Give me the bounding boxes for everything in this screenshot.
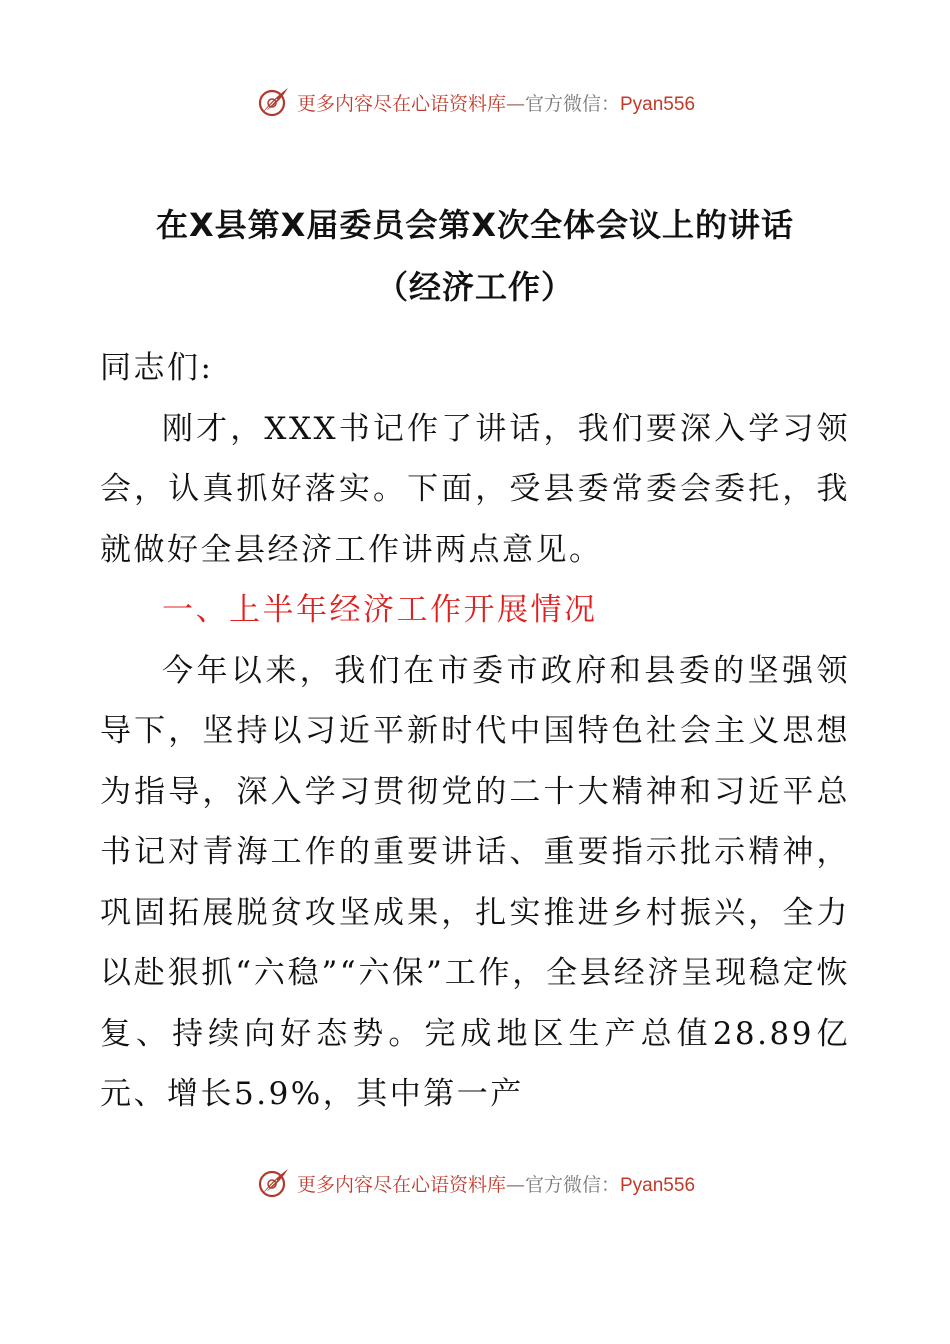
banner-wechat: Pyan556	[620, 1174, 696, 1196]
banner-tail: 官方微信：	[524, 92, 620, 115]
banner-tail: 官方微信：	[524, 1173, 620, 1196]
footer-banner	[0, 1163, 950, 1203]
banner-dash: —	[505, 1173, 525, 1196]
header-banner	[0, 82, 950, 122]
document-subtitle: （经济工作）	[375, 268, 574, 306]
banner-lead: 更多内容尽在心语资料库	[296, 92, 506, 115]
footer-banner-text	[297, 1170, 695, 1197]
section-paragraph: 今年以来，我们在市委市政府和县委的坚强领导下，坚持以习近平新时代中国特色社会主义思想为指导，深入学习贯彻党的二十大精神和习近平总书记对青海工作的重要讲话、重要指示批示精神，巩固拓展脱贫攻坚成果，扎实推进乡村振兴，全力以赴狠抓“六稳”“六保”工作，全县经济呈现稳定恢复、持续向好态势。完成地区生产总值28.89亿元、增长5.9%，其中第一产	[100, 652, 850, 1112]
document-title: 在X县第X届委员会第X次全体会议上的讲话	[155, 206, 795, 244]
banner-wechat: Pyan556	[620, 93, 696, 115]
salutation: 同志们:	[100, 350, 214, 386]
quill-logo-icon	[255, 84, 291, 120]
banner-dash: —	[505, 92, 525, 115]
banner-lead: 更多内容尽在心语资料库	[296, 1173, 506, 1196]
document-body	[100, 338, 850, 1125]
section-heading: 一、上半年经济工作开展情况	[162, 592, 598, 628]
intro-paragraph: 刚才，XXX书记作了讲话，我们要深入学习领会，认真抓好落实。下面，受县委常委会委托，我就做好全县经济工作讲两点意见。	[100, 410, 850, 568]
quill-logo-icon	[255, 1165, 291, 1201]
header-banner-text	[297, 89, 695, 116]
